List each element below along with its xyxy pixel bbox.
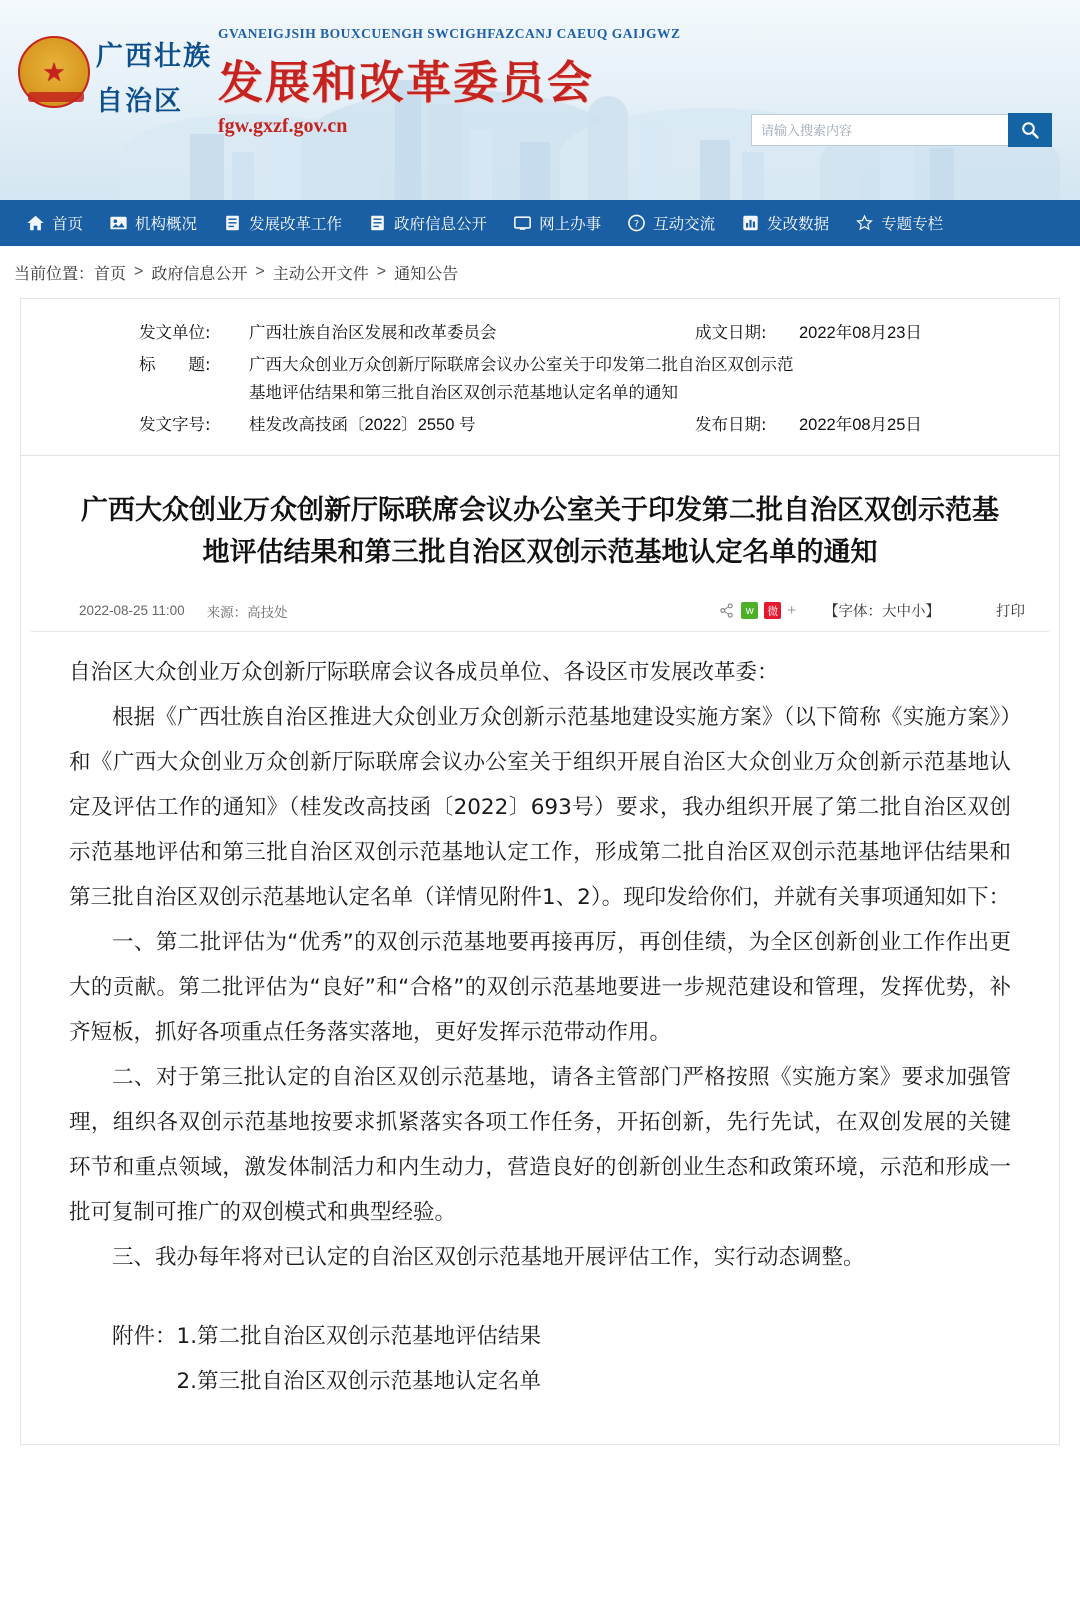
nav-item-home[interactable] <box>26 212 83 234</box>
paragraph-item-3: 三、我办每年将对已认定的自治区双创示范基地开展评估工作，实行动态调整。 <box>112 1245 865 1270</box>
site-title-main: 发展和改革委员会 <box>218 56 595 109</box>
attachment-line-2[interactable]: 2.第三批自治区双创示范基地认定名单 <box>176 1369 542 1394</box>
breadcrumb-item-public-docs[interactable]: 主动公开文件 <box>272 265 369 283</box>
nav-label: 政府信息公开 <box>394 216 488 233</box>
article-date: 2022-08-25 11:00 <box>79 603 185 618</box>
home-icon <box>26 214 45 232</box>
nav-item-interaction[interactable] <box>627 212 715 234</box>
more-share-icon[interactable]: + <box>787 602 796 619</box>
attachment-1[interactable]: 1.第二批自治区双创示范基地评估结果 <box>176 1324 542 1349</box>
nav-item-topics[interactable] <box>855 212 943 234</box>
breadcrumb-prefix: 当前位置： <box>14 265 95 283</box>
attachments-block <box>69 1314 1011 1404</box>
svg-text:?: ? <box>633 219 640 231</box>
meta-label-issuer: 发文单位: <box>139 323 211 342</box>
emblem-star: ★ <box>42 57 66 87</box>
breadcrumb-item-home[interactable]: 首页 <box>94 265 127 283</box>
chart-icon <box>741 214 760 232</box>
breadcrumb <box>0 246 1080 298</box>
paragraph-salutation: 自治区大众创业万众创新厅际联席会议各成员单位、各设区市发展改革委： <box>69 660 779 685</box>
nav-item-data[interactable] <box>741 212 829 234</box>
attachment-line-1 <box>69 1314 1011 1359</box>
share-icon[interactable] <box>718 602 735 619</box>
article-source: 来源：高技处 <box>206 604 288 620</box>
nav-label: 互动交流 <box>653 216 716 233</box>
main-nav[interactable] <box>0 200 1080 246</box>
meta-label-formed-date: 成文日期: <box>695 323 767 342</box>
meta-row-subject <box>21 349 1059 409</box>
wechat-icon[interactable]: w <box>741 602 758 619</box>
paragraph-item-2: 二、对于第三批认定的自治区双创示范基地，请各主管部门严格按照《实施方案》要求加强管理，组织各双创示范基地按要求抓紧落实各项工作任务，开拓创新，先行先试，在双创发展的关键环节和重点领域，激发体制活力和内生动力，营造良好的创新创业生态和政策环境，示范和形成一批可复制可推广的双创模式和典型经验。 <box>69 1065 1011 1225</box>
site-title-pinyin: GVANEIGJSIH BOUXCUENGH SWCIGHFAZCANJ CAEUQ GAIJGWZ <box>218 26 681 41</box>
article-toolbar <box>31 600 1049 632</box>
document-card <box>20 298 1060 1445</box>
meta-value-publish-date: 2022年08月25日 <box>799 416 922 434</box>
nav-item-development-reform[interactable] <box>223 212 342 234</box>
article-body <box>21 632 1059 1444</box>
breadcrumb-separator: > <box>376 263 387 280</box>
font-size-control[interactable]: 【字体：大中小】 <box>824 604 940 620</box>
meta-value-subject: 广西大众创业万众创新厅际联席会议办公室关于印发第二批自治区双创示范基地评估结果和第三批自治区双创示范基地认定名单的通知 <box>249 356 794 402</box>
meta-value-formed-date: 2022年08月23日 <box>799 324 922 342</box>
search-button[interactable] <box>1008 113 1052 147</box>
national-emblem-icon <box>18 36 90 108</box>
organization-name <box>96 34 212 118</box>
paragraph-item-1: 一、第二批评估为“优秀”的双创示范基地要再接再厉，再创佳绩，为全区创新创业工作作出更大的贡献。第二批评估为“良好”和“合格”的双创示范基地要进一步规范建设和管理，发挥优势，补齐短板，抓好各项重点任务落实落地，更好发挥示范带动作用。 <box>69 930 1011 1045</box>
share-group[interactable] <box>718 602 796 619</box>
org-line-2: 自治区 <box>96 86 183 117</box>
meta-value-issuer: 广西壮族自治区发展和改革委员会 <box>249 324 497 342</box>
paragraph-basis: 根据《广西壮族自治区推进大众创业万众创新示范基地建设实施方案》（以下简称《实施方案》）和《广西大众创业万众创新厅际联席会议办公室关于组织开展自治区大众创业万众创新示范基地认定及评估工作的通知》（桂发改高技函〔2022〕693号）要求，我办组织开展了第二批自治区双创示范基地评估和第三批自治区双创示范基地认定工作，形成第二批自治区双创示范基地评估结果和第三批自治区双创示范基地认定名单（详情见附件1、2）。现印发给你们，并就有关事项通知如下： <box>69 705 1011 910</box>
building-icon <box>109 214 128 232</box>
nav-label: 发展改革工作 <box>249 216 343 233</box>
breadcrumb-item-notices[interactable]: 通知公告 <box>394 265 459 283</box>
search-input[interactable] <box>751 114 1009 146</box>
attachments-label: 附件： <box>112 1324 177 1349</box>
document-icon <box>223 214 242 232</box>
nav-label: 机构概况 <box>135 216 198 233</box>
site-title-block <box>218 26 681 138</box>
breadcrumb-separator: > <box>255 263 265 280</box>
monitor-icon <box>513 214 532 232</box>
page-title: 广西大众创业万众创新厅际联席会议办公室关于印发第二批自治区双创示范基地评估结果和第三批自治区双创示范基地认定名单的通知 <box>81 495 999 568</box>
question-icon <box>627 214 646 232</box>
site-url: fgw.gxzf.gov.cn <box>218 115 348 137</box>
meta-label-publish-date: 发布日期: <box>695 415 767 434</box>
weibo-icon[interactable]: 微 <box>764 602 781 619</box>
search-icon <box>1020 120 1040 140</box>
meta-label-docnumber: 发文字号: <box>139 415 211 434</box>
nav-item-online-service[interactable] <box>513 212 601 234</box>
org-line-1: 广西壮族 <box>96 41 212 72</box>
meta-row-docnumber <box>21 409 1059 441</box>
nav-label: 发改数据 <box>767 216 830 233</box>
nav-label: 首页 <box>52 216 84 233</box>
print-button[interactable]: 打印 <box>996 604 1025 620</box>
star-icon <box>855 214 874 232</box>
breadcrumb-item-govinfo[interactable]: 政府信息公开 <box>151 265 248 283</box>
breadcrumb-separator: > <box>134 263 144 280</box>
site-banner <box>0 0 1080 200</box>
document-meta-table <box>21 299 1059 456</box>
meta-label-subject: 标 题: <box>139 355 211 374</box>
nav-item-government-info[interactable] <box>368 212 487 234</box>
folder-icon <box>368 214 387 232</box>
meta-value-docnumber: 桂发改高技函〔2022〕2550 号 <box>249 416 476 434</box>
nav-item-organization[interactable] <box>109 212 197 234</box>
nav-label: 专题专栏 <box>881 216 944 233</box>
meta-row-issuer <box>21 317 1059 349</box>
nav-label: 网上办事 <box>539 216 602 233</box>
search-box[interactable] <box>751 113 1052 147</box>
